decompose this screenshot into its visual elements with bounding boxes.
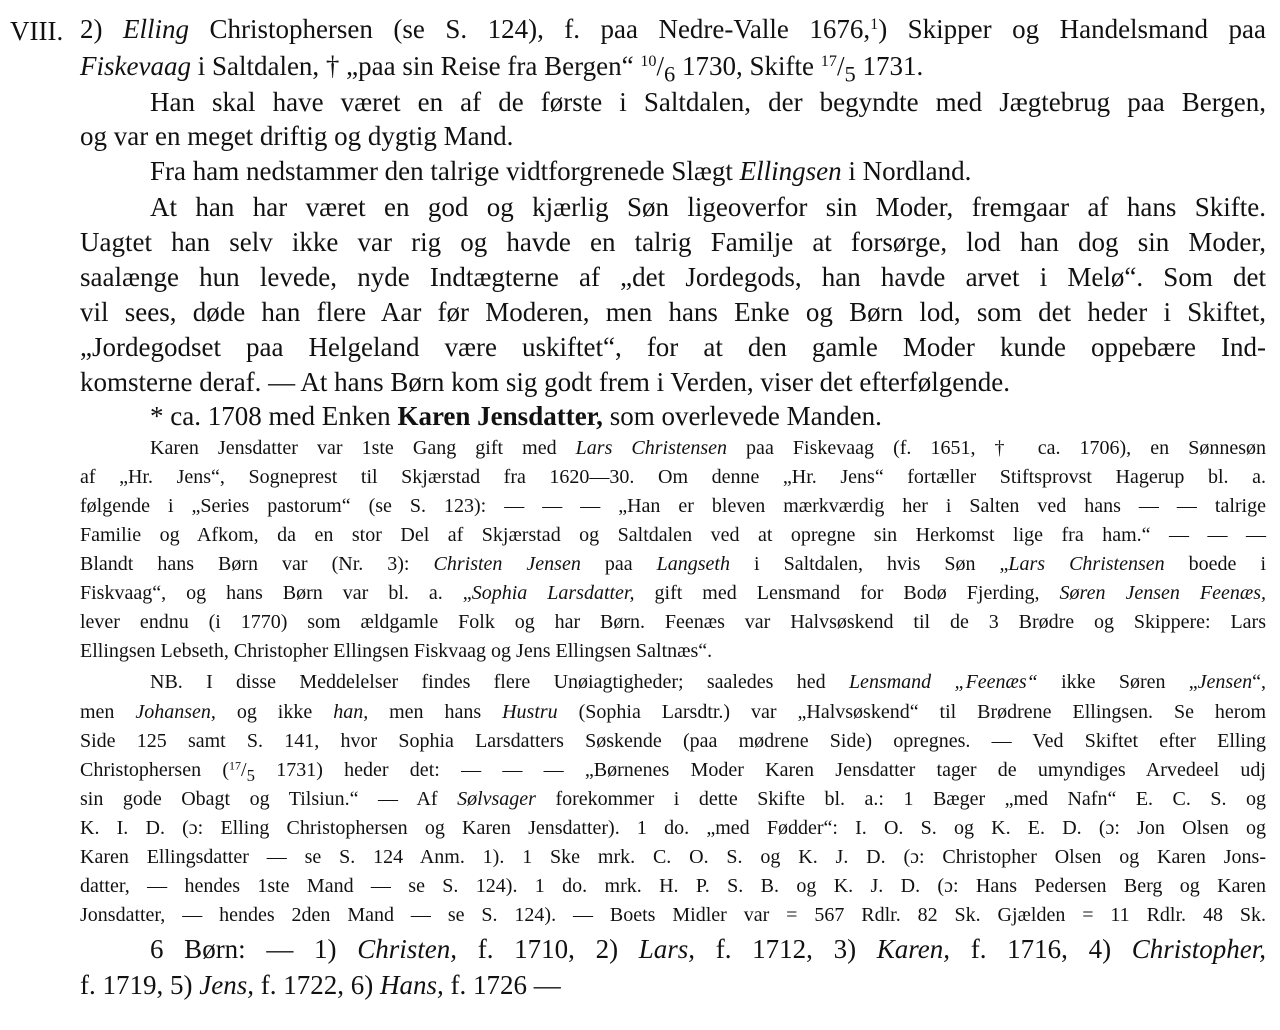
text-line: Side 125 samt S. 141, hvor Sophia Larsdatters Søskende (paa mødrene Side) opregnes. — Ved Skiftet efter Elling xyxy=(80,730,1266,752)
text-line: Karen Jensdatter var 1ste Gang gift med Lars Christensen paa Fiskevaag (f. 1651, † ca. 1706), en Sønnesøn xyxy=(150,437,1266,459)
text-line: og var en meget driftig og dygtig Mand. xyxy=(80,121,514,151)
text-line: Jonsdatter, — hendes 2den Mand — se S. 124). — Boets Midler var = 567 Rdlr. 82 Sk. Gjælden = 11 Rdlr. 48 Sk. xyxy=(80,904,1266,926)
text-line: Karen Ellingsdatter — se S. 124 Anm. 1). 1 Ske mrk. C. O. S. og K. J. D. (ɔ: Christopher Olsen og Karen Jons- xyxy=(80,846,1266,868)
text-line: Fra ham nedstammer den talrige vidtforgrenede Slægt Ellingsen i Nordland. xyxy=(150,156,972,186)
text-line: Familie og Afkom, da en stor Del af Skjærstad og Saltdalen ved at opregne sin Herkomst lige fra ham.“ — — — xyxy=(80,524,1266,546)
text-line: men Johansen, og ikke han, men hans Hustru (Sophia Larsdtr.) var „Halvsøskend“ til Brødrene Ellingsen. Se herom xyxy=(80,701,1267,723)
text-line: * ca. 1708 med Enken Karen Jensdatter, som overlevede Manden. xyxy=(150,401,882,431)
text-line: af „Hr. Jens“, Sogneprest til Skjærstad fra 1620—30. Om denne „Hr. Jens“ fortæller Stiftsprovst Hagerup bl. a. xyxy=(80,466,1266,488)
text-line: Ellingsen Lebseth, Christopher Ellingsen Fiskvaag og Jens Ellingsen Saltnæs“. xyxy=(80,640,713,662)
text-line: Han skal have været en af de første i Saltdalen, der begyndte med Jægtebrug paa Bergen, xyxy=(150,87,1266,117)
text-line: Uagtet han selv ikke var rig og havde en talrig Familje at forsørge, lod han dog sin Moder, xyxy=(80,227,1266,257)
text-line: „Jordegodset paa Helgeland være uskiftet“, for at den gamle Moder kunde oppebære Ind- xyxy=(80,332,1266,362)
text-line: NB. I disse Meddelelser findes flere Unøiagtigheder; saaledes hed Lensmand „Feenæs“ ikke Søren „Jensen“, xyxy=(150,671,1266,693)
text-line: 2) Elling Christophersen (se S. 124), f. paa Nedre-Valle 1676,$^1$) Skipper og Handelsmand paa xyxy=(80,14,1266,44)
section-number: VIII. xyxy=(10,16,64,46)
text-line: 6 Børn: — 1) Christen, f. 1710, 2) Lars, f. 1712, 3) Karen, f. 1716, 4) Christopher, xyxy=(150,934,1267,964)
text-line: At han har været en god og kjærlig Søn ligeoverfor sin Moder, fremgaar af hans Skifte. xyxy=(150,192,1266,222)
text-line: vil sees, døde han flere Aar før Moderen, men hans Enke og Børn lod, som det heder i Skiftet, xyxy=(80,297,1266,327)
text-line: sin gode Obagt og Tilsiun.“ — Af Sølvsager forekommer i dette Skifte bl. a.: 1 Bæger „med Nafn“ E. C. S. og xyxy=(80,788,1267,810)
text-line: datter, — hendes 1ste Mand — se S. 124). 1 do. mrk. H. P. S. B. og K. J. D. (ɔ: Hans Pedersen Berg og Karen xyxy=(80,875,1266,897)
text-line: K. I. D. (ɔ: Elling Christophersen og Karen Jensdatter). 1 do. „med Fødder“: I. O. S. og K. E. D. (ɔ: Jon Olsen og xyxy=(80,817,1266,839)
text-line: følgende i „Series pastorum“ (se S. 123): — — — „Han er bleven mærkværdig her i Salten ved hans — — talrige xyxy=(80,495,1266,517)
text-line: Christophersen ($^{17}/_5$ 1731) heder det: — — — „Børnenes Moder Karen Jensdatter tager de umyndiges Arvedeel udj xyxy=(80,758,1266,785)
text-line: Fiskevaag i Saltdalen, † „paa sin Reise fra Bergen“ $^{10}/_6$ 1730, Skifte $^{17}/_5$ 1731. xyxy=(80,51,924,87)
text-line: Fiskvaag“, og hans Børn var bl. a. „Sophia Larsdatter, gift med Lensmand for Bodø Fjerding, Søren Jensen Feenæs, xyxy=(80,582,1266,604)
text-line: lever endnu (i 1770) som ældgamle Folk og har Børn. Feenæs var Halvsøskend til de 3 Brødre og Skippere: Lars xyxy=(80,611,1266,633)
text-line: saalænge hun levede, nyde Indtægterne af „det Jordegods, han havde arvet i Melø“. Som det xyxy=(80,262,1266,292)
text-line: f. 1719, 5) Jens, f. 1722, 6) Hans, f. 1726 — xyxy=(80,970,561,1000)
text-line: komsterne deraf. — At hans Børn kom sig godt frem i Verden, viser det efterfølgende. xyxy=(80,367,1011,397)
text-line: Blandt hans Børn var (Nr. 3): Christen Jensen paa Langseth i Saltdalen, hvis Søn „Lars Christensen boede i xyxy=(80,553,1266,575)
